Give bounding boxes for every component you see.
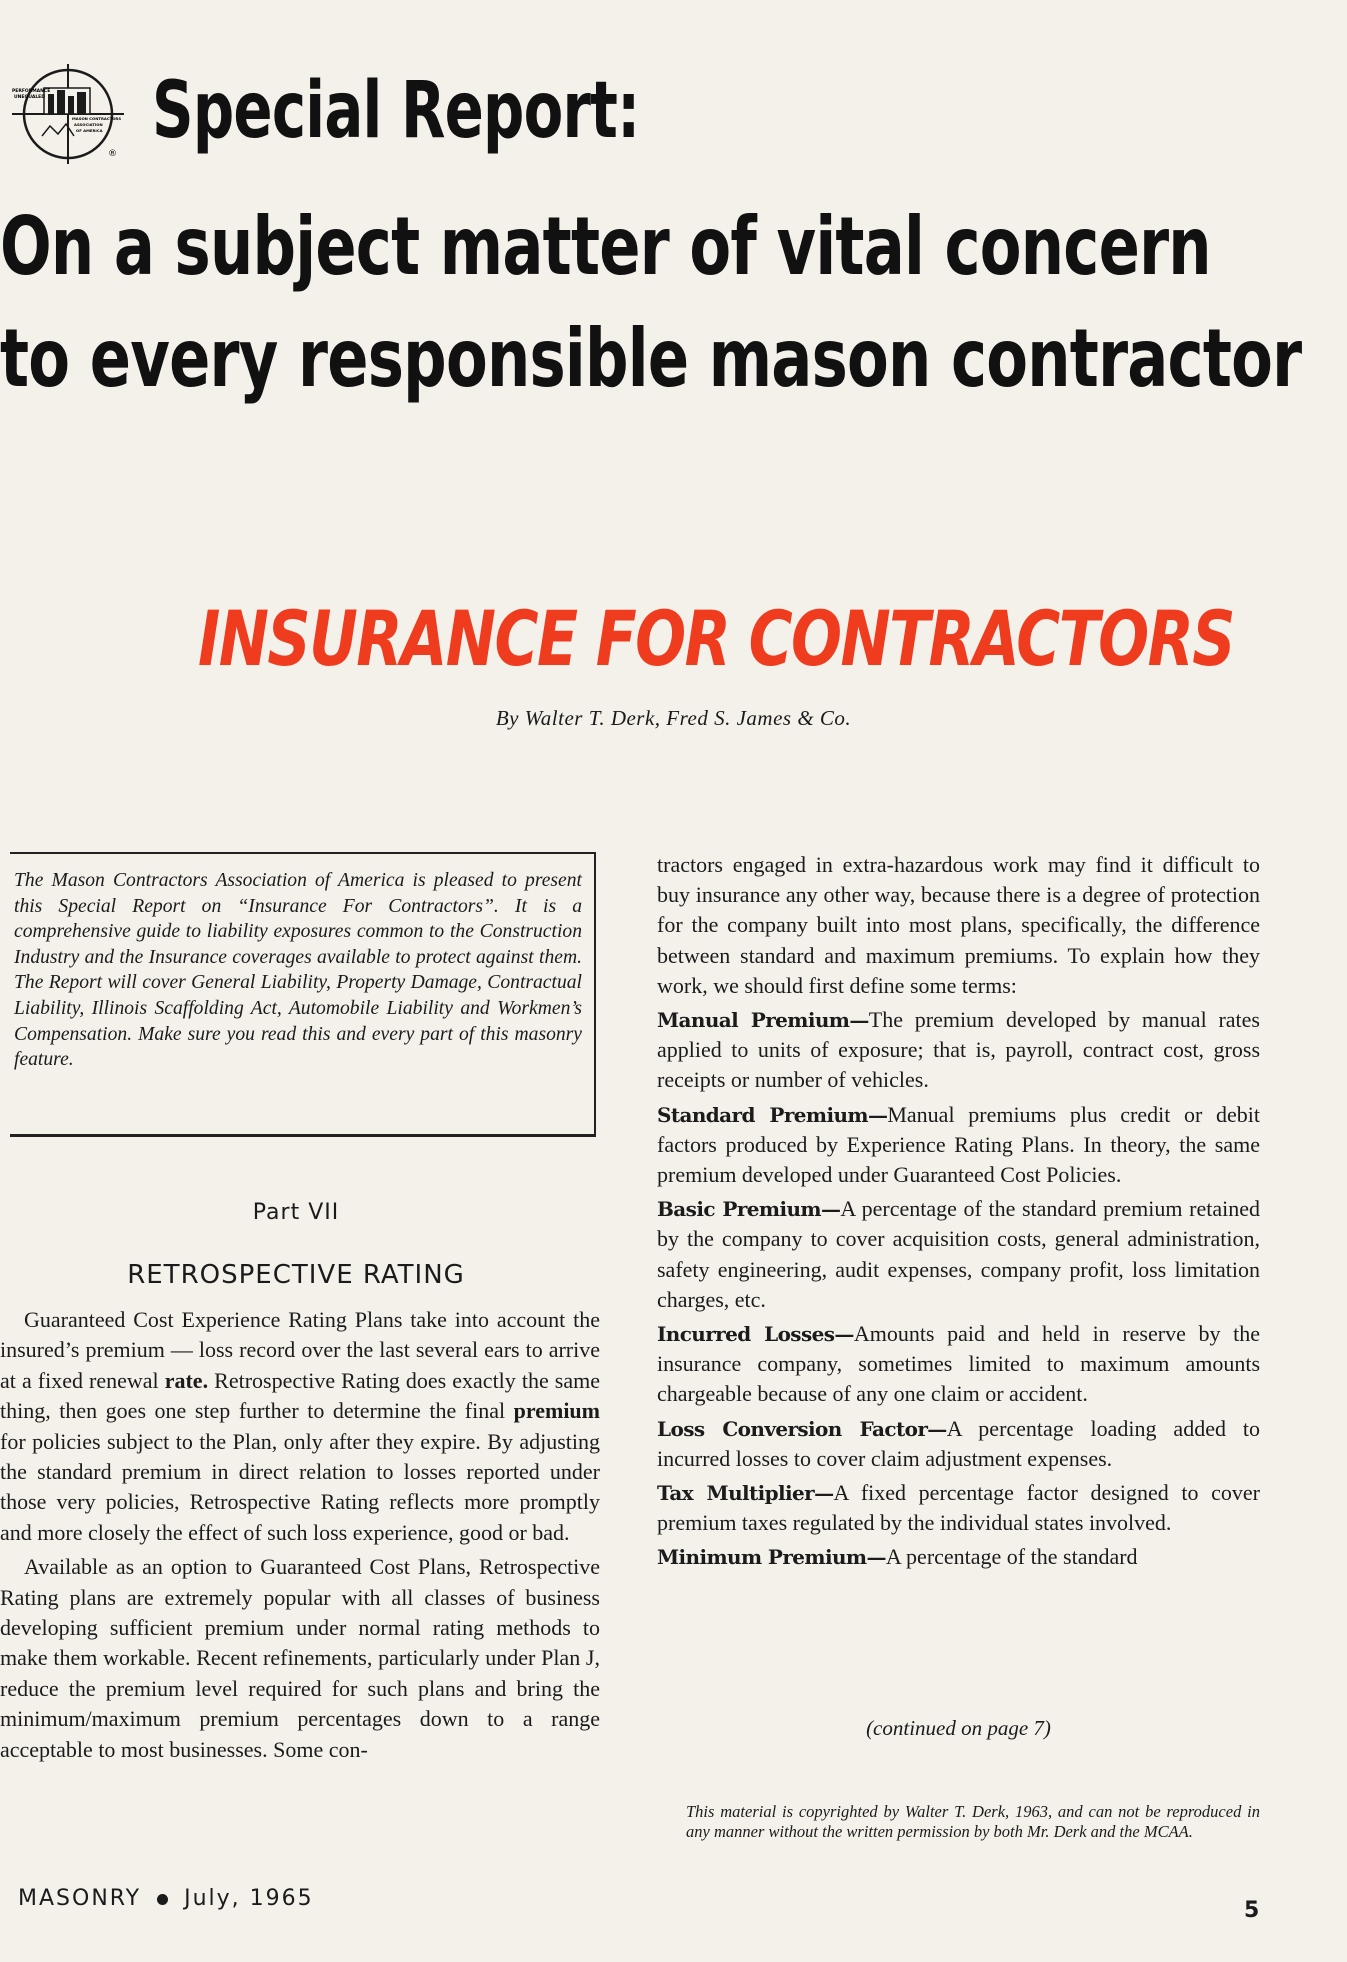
subheading-line-1: On a subject matter of vital concern	[0, 200, 1211, 293]
paragraph-text: for policies subject to the Plan, only after they expire. By adjusting the standard premium in direct relation to losses reported under those very policies, Retrospective Rating reflects more promptly and more closely the effect of such loss experience, good or bad.	[0, 1428, 600, 1545]
magazine-name: MASONRY	[18, 1886, 142, 1911]
footer-masthead	[18, 1886, 314, 1911]
page-number: 5	[1244, 1898, 1260, 1923]
logo-text: OF AMERICA	[76, 128, 103, 133]
definition	[657, 1005, 1260, 1096]
byline: By Walter T. Derk, Fred S. James & Co.	[495, 706, 852, 730]
intro-text: The Mason Contractors Association of America is pleased to present this Special Report on “Insurance For Contractors”. It is a comprehensive guide to liability exposures common to the Construction Industry and the Insurance coverages available to protect against them. The Report will cover General Liability, Property Damage, Contractual Liability, Illinois Scaffolding Act, Automobile Liability and Workmen’s Compensation. Make sure you read this and every part of this masonry feature.	[14, 870, 582, 1071]
definition-text: A fixed percentage factor designed to cover premium taxes regulated by the individual states involved.	[657, 1480, 1260, 1536]
definition-term: Incurred Losses—	[657, 1322, 854, 1347]
bold-word: rate.	[164, 1367, 209, 1393]
issue-date: July, 1965	[184, 1886, 314, 1911]
definition-text: The premium developed by manual rates applied to units of exposure; that is, payroll, contract cost, gross receipts or number of vehicles.	[657, 1007, 1260, 1093]
right-column	[657, 850, 1260, 1577]
paragraph	[0, 1305, 600, 1548]
definition-term: Manual Premium—	[657, 1008, 869, 1033]
logo-text: PERFORMANCE	[12, 89, 51, 94]
definition-text: Amounts paid and held in reserve by the insurance company, sometimes limited to maximum amounts chargeable because of any one claim or accident.	[657, 1321, 1260, 1407]
paragraph-text: Retrospective Rating does exactly the same thing, then goes one step further to determine the final	[0, 1367, 600, 1424]
logo-text: ASSOCIATION	[74, 122, 103, 127]
paragraph: tractors engaged in extra-hazardous work may find it difficult to buy insurance any other way, because there is a degree of protection for the company built into most plans, specifically, the difference between standard and maximum premiums. To explain how they work, we should first define some terms:	[657, 852, 1260, 998]
definition-term: Basic Premium—	[657, 1197, 841, 1222]
definition	[657, 1100, 1260, 1191]
definition-term: Tax Multiplier—	[657, 1481, 834, 1506]
copyright-note: This material is copyrighted by Walter T. Derk, 1963, and can not be reproduced in any manner without the written permission by both Mr. Derk and the MCAA.	[686, 1802, 1260, 1841]
definition-text: Manual premiums plus credit or debit factors produced by Experience Rating Plans. In theory, the same premium developed under Guaranteed Cost Policies.	[657, 1101, 1260, 1188]
subheading-line-2: to every responsible mason contractor	[0, 312, 1302, 405]
bold-word: premium	[513, 1398, 600, 1424]
article-title: INSURANCE FOR CONTRACTORS	[198, 594, 1234, 683]
continued-note: (continued on page 7)	[866, 1716, 1051, 1740]
intro-box	[10, 852, 596, 1137]
definition	[657, 1194, 1260, 1315]
paragraph-text: Guaranteed Cost Experience Rating Plans take into account the insured’s premium — loss record over the last several ears to arrive at a fixed renewal	[0, 1307, 600, 1393]
definition	[657, 1414, 1260, 1474]
definition-term: Minimum Premium—	[657, 1545, 886, 1570]
definition-term: Standard Premium—	[657, 1102, 888, 1127]
part-label: Part VII	[252, 1200, 340, 1225]
definition-text: A percentage loading added to incurred losses to cover claim adjustment expenses.	[657, 1415, 1260, 1471]
bullet-icon	[157, 1894, 168, 1905]
logo-text: MASON CONTRACTORS	[72, 116, 122, 121]
logo-text: UNEQUALED	[14, 95, 45, 100]
definition	[657, 1542, 1260, 1572]
special-report-heading: Special Report:	[152, 66, 640, 156]
paragraph: Available as an option to Guaranteed Cost Plans, Retrospective Rating plans are extremely popular with all classes of business developing sufficient premium under normal rating methods to make them workable. Recent refinements, particularly under Plan J, reduce the premium level required for such plans and bring the minimum/maximum premium percentages down to a range acceptable to most businesses. Some con-	[0, 1554, 600, 1762]
definition-text: A percentage of the standard	[885, 1544, 1138, 1570]
registered-mark: ®	[108, 149, 117, 159]
section-title: RETROSPECTIVE RATING	[127, 1260, 465, 1290]
definition	[657, 1319, 1260, 1410]
left-column	[0, 1305, 600, 1769]
definition-text: A percentage of the standard premium retained by the company to cover acquisition costs, general administration, safety engineering, audit expenses, company profit, loss limitation charges, etc.	[657, 1196, 1260, 1312]
definition	[657, 1478, 1260, 1538]
mcaa-logo-icon	[8, 62, 126, 166]
definition-term: Loss Conversion Factor—	[657, 1416, 947, 1441]
